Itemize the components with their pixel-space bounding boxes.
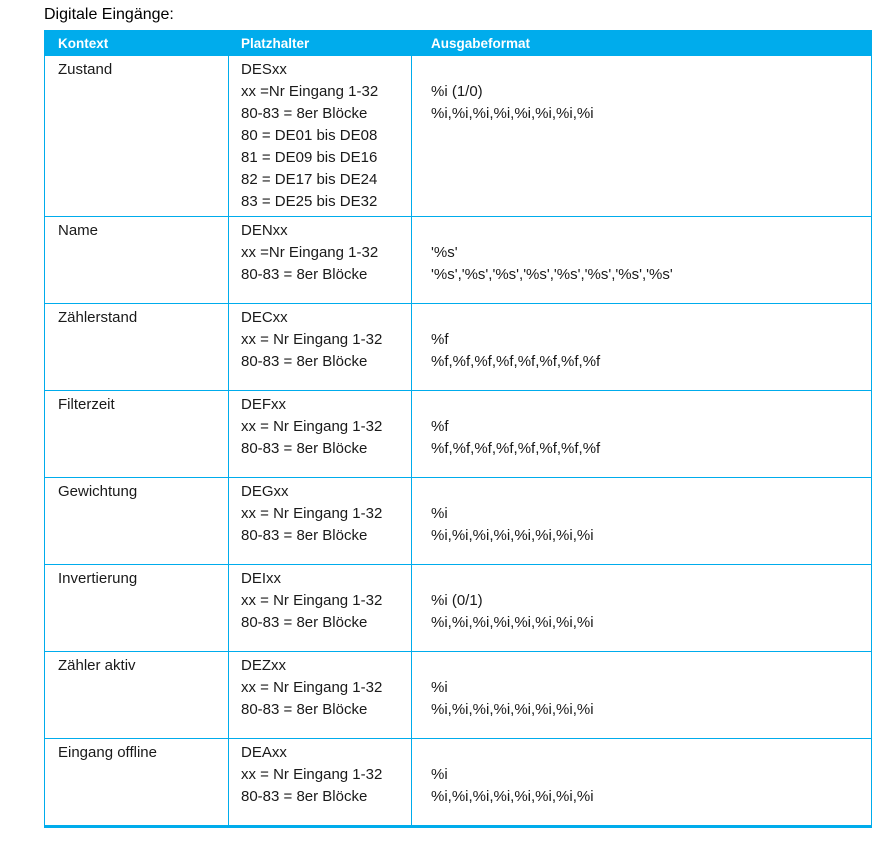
ausgabeformat-cell (412, 304, 871, 390)
ausgabeformat-cell (412, 739, 871, 825)
kontext-cell: Name (45, 217, 229, 303)
platzhalter-line: DEFxx (241, 396, 286, 413)
table-row (45, 477, 871, 564)
header-platzhalter: Platzhalter (241, 35, 310, 51)
kontext-cell: Invertierung (45, 565, 229, 651)
platzhalter-line: DESxx (241, 61, 287, 78)
table-row (45, 738, 871, 825)
platzhalter-line: 80-83 = 8er Blöcke (241, 788, 368, 805)
platzhalter-line: DENxx (241, 222, 288, 239)
platzhalter-line: 80-83 = 8er Blöcke (241, 614, 368, 631)
platzhalter-line: 80-83 = 8er Blöcke (241, 353, 368, 370)
table-row (45, 651, 871, 738)
ausgabeformat-cell (412, 565, 871, 651)
kontext-cell: Gewichtung (45, 478, 229, 564)
platzhalter-line: xx = Nr Eingang 1-32 (241, 679, 383, 696)
platzhalter-cell (229, 217, 412, 303)
kontext-cell: Eingang offline (45, 739, 229, 825)
ausgabeformat-line: %i (431, 505, 448, 522)
table-row (45, 303, 871, 390)
ausgabeformat-cell (412, 56, 871, 216)
platzhalter-line: 80-83 = 8er Blöcke (241, 527, 368, 544)
platzhalter-line: DECxx (241, 309, 288, 326)
ausgabeformat-line: %i,%i,%i,%i,%i,%i,%i,%i (431, 527, 594, 544)
platzhalter-line: 80-83 = 8er Blöcke (241, 105, 368, 122)
ausgabeformat-line: %f (431, 331, 449, 348)
ausgabeformat-cell (412, 391, 871, 477)
kontext-cell: Zähler aktiv (45, 652, 229, 738)
platzhalter-line: 82 = DE17 bis DE24 (241, 171, 378, 188)
table-body (45, 56, 871, 825)
table-row (45, 216, 871, 303)
platzhalter-line: DEZxx (241, 657, 286, 674)
kontext-cell: Filterzeit (45, 391, 229, 477)
platzhalter-line: 80 = DE01 bis DE08 (241, 127, 378, 144)
platzhalter-line: DEGxx (241, 483, 289, 500)
kontext-cell: Zählerstand (45, 304, 229, 390)
table-row (45, 564, 871, 651)
ausgabeformat-line: %f (431, 418, 449, 435)
platzhalter-line: xx = Nr Eingang 1-32 (241, 505, 383, 522)
table-row (45, 56, 871, 216)
header-ausgabeformat: Ausgabeformat (431, 35, 531, 51)
platzhalter-line: xx =Nr Eingang 1-32 (241, 244, 379, 261)
platzhalter-cell (229, 478, 412, 564)
ausgabeformat-cell (412, 478, 871, 564)
platzhalter-line: xx = Nr Eingang 1-32 (241, 592, 383, 609)
ausgabeformat-line: %i,%i,%i,%i,%i,%i,%i,%i (431, 614, 594, 631)
kontext-cell: Zustand (45, 56, 229, 216)
platzhalter-cell (229, 391, 412, 477)
ausgabeformat-line: %i,%i,%i,%i,%i,%i,%i,%i (431, 701, 594, 718)
platzhalter-cell (229, 56, 412, 216)
ausgabeformat-line: %i (431, 766, 448, 783)
ausgabeformat-line: %f,%f,%f,%f,%f,%f,%f,%f (431, 440, 601, 457)
table-row (45, 390, 871, 477)
platzhalter-cell (229, 304, 412, 390)
platzhalter-line: xx = Nr Eingang 1-32 (241, 766, 383, 783)
ausgabeformat-line: %f,%f,%f,%f,%f,%f,%f,%f (431, 353, 601, 370)
table-header-row (45, 30, 871, 56)
ausgabeformat-cell (412, 652, 871, 738)
ausgabeformat-line: %i,%i,%i,%i,%i,%i,%i,%i (431, 105, 594, 122)
platzhalter-line: DEIxx (241, 570, 282, 587)
ausgabeformat-line: %i (1/0) (431, 83, 483, 100)
ausgabeformat-line: %i (0/1) (431, 592, 483, 609)
platzhalter-line: xx =Nr Eingang 1-32 (241, 83, 379, 100)
platzhalter-line: xx = Nr Eingang 1-32 (241, 331, 383, 348)
ausgabeformat-cell (412, 217, 871, 303)
platzhalter-line: 80-83 = 8er Blöcke (241, 701, 368, 718)
platzhalter-cell (229, 652, 412, 738)
platzhalter-line: 83 = DE25 bis DE32 (241, 193, 378, 210)
ausgabeformat-line: %i,%i,%i,%i,%i,%i,%i,%i (431, 788, 594, 805)
platzhalter-line: 80-83 = 8er Blöcke (241, 266, 368, 283)
ausgabeformat-line: %i (431, 679, 448, 696)
platzhalter-cell (229, 739, 412, 825)
header-kontext: Kontext (58, 35, 109, 51)
platzhalter-line: xx = Nr Eingang 1-32 (241, 418, 383, 435)
ausgabeformat-line: '%s','%s','%s','%s','%s','%s','%s','%s' (431, 266, 673, 283)
page-title: Digitale Eingänge: (44, 6, 174, 23)
digital-inputs-table (44, 30, 872, 828)
platzhalter-line: DEAxx (241, 744, 287, 761)
platzhalter-line: 81 = DE09 bis DE16 (241, 149, 378, 166)
platzhalter-line: 80-83 = 8er Blöcke (241, 440, 368, 457)
platzhalter-cell (229, 565, 412, 651)
ausgabeformat-line: '%s' (431, 244, 458, 261)
